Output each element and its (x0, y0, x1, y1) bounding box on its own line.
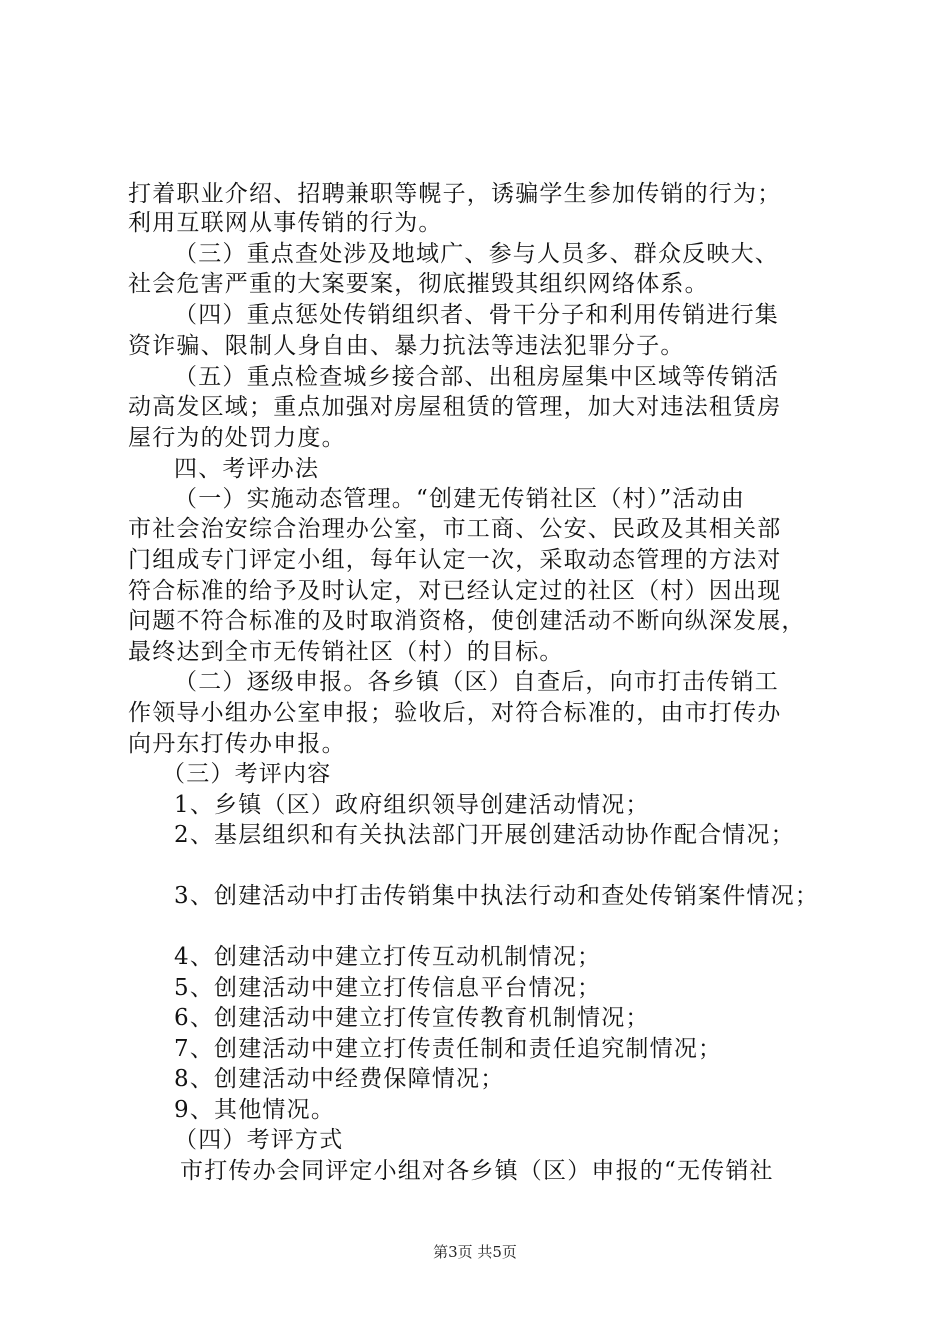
subsection-heading: （三）考评内容 (162, 761, 332, 787)
body-line: 门组成专门评定小组，每年认定一次，采取动态管理的方法对 (128, 547, 782, 573)
body-line: （一）实施动态管理。“创建无传销社区（村）”活动由 (174, 486, 746, 512)
body-line: 向丹东打传办申报。 (128, 731, 346, 757)
body-line: （五）重点检查城乡接合部、出租房屋集中区域等传销活 (174, 364, 779, 390)
body-line: 资诈骗、限制人身自由、暴力抗法等违法犯罪分子。 (128, 333, 685, 359)
list-item: 3、创建活动中打击传销集中执法行动和查处传销案件情况； (174, 883, 820, 909)
section-heading: 四、考评办法 (174, 456, 320, 482)
page-number-footer: 第3页 共5页 (433, 1243, 517, 1261)
list-item: 4、创建活动中建立打传互动机制情况； (174, 944, 602, 970)
body-line: （四）重点惩处传销组织者、骨干分子和利用传销进行集 (174, 302, 779, 328)
list-item: 8、创建活动中经费保障情况； (174, 1066, 505, 1092)
list-item: 1、乡镇（区）政府组织领导创建活动情况； (174, 792, 650, 818)
body-line: 市社会治安综合治理办公室，市工商、公安、民政及其相关部 (128, 516, 782, 542)
body-line: 问题不符合标准的及时取消资格，使创建活动不断向纵深发展， (128, 608, 806, 634)
body-line: 社会危害严重的大案要案，彻底摧毁其组织网络体系。 (128, 271, 709, 297)
body-line: 作领导小组办公室申报；验收后，对符合标准的，由市打传办 (128, 700, 782, 726)
list-item: 9、其他情况。 (174, 1097, 336, 1123)
subsection-heading: （四）考评方式 (174, 1127, 344, 1153)
list-item: 5、创建活动中建立打传信息平台情况； (174, 975, 602, 1001)
body-line: 最终达到全市无传销社区（村）的目标。 (128, 639, 564, 665)
list-item: 6、创建活动中建立打传宣传教育机制情况； (174, 1005, 650, 1031)
body-line: 利用互联网从事传销的行为。 (128, 210, 443, 236)
body-line: 打着职业介绍、招聘兼职等幌子，诱骗学生参加传销的行为； (128, 181, 782, 207)
body-line: （三）重点查处涉及地域广、参与人员多、群众反映大、 (174, 241, 779, 267)
body-line: （二）逐级申报。各乡镇（区）自查后，向市打击传销工 (174, 669, 779, 695)
list-item: 7、创建活动中建立打传责任制和责任追究制情况； (174, 1036, 723, 1062)
body-line: 符合标准的给予及时认定，对已经认定过的社区（村）因出现 (128, 578, 782, 604)
body-line: 动高发区域；重点加强对房屋租赁的管理，加大对违法租赁房 (128, 394, 782, 420)
list-item: 2、基层组织和有关执法部门开展创建活动协作配合情况； (174, 822, 795, 848)
body-line: 市打传办会同评定小组对各乡镇（区）申报的“无传销社 (180, 1158, 774, 1184)
body-line: 屋行为的处罚力度。 (128, 425, 346, 451)
